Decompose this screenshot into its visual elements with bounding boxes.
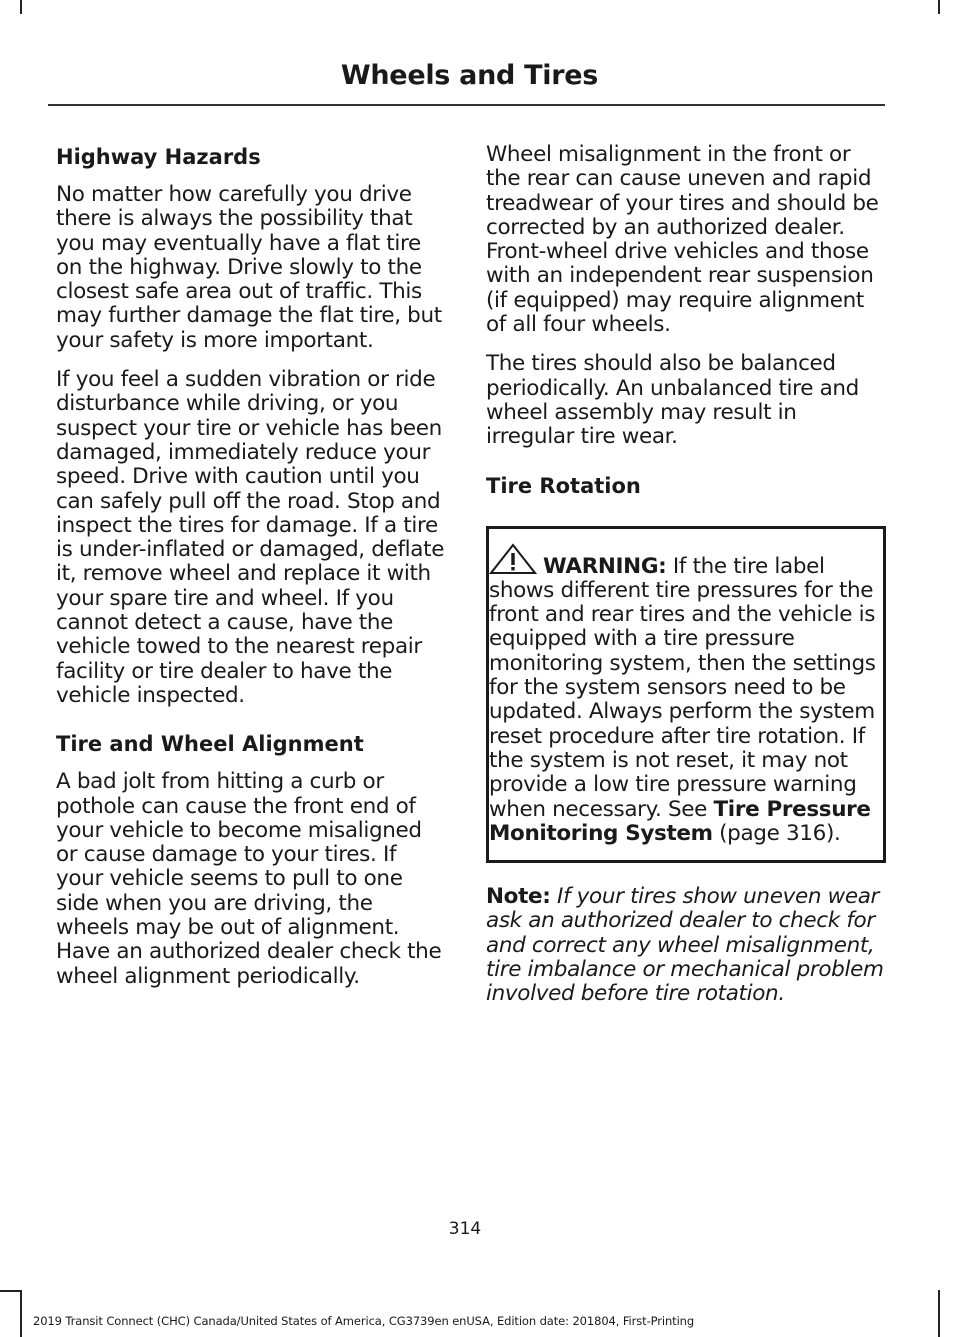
highway-hazards-paragraph-2: If you feel a sudden vibration or ride disturbance while driving, or you suspect your tire or vehicle has been damaged, immediately reduce your speed. Drive with caution until you can safely pull off the road. Stop and inspect the tires for damage. If a tire is under-inflated or damaged, deflate it, remove wheel and replace it with your spare tire and wheel. If you cannot detect a cause, have the vehicle towed to the nearest repair facility or tire dealer to have the vehicle inspected. (56, 367, 445, 708)
crop-mark-bottom-right (938, 1290, 940, 1337)
crop-mark-bottom-left-h (0, 1290, 20, 1292)
crop-mark-bottom-left (20, 1290, 22, 1337)
alignment-paragraph: A bad jolt from hitting a curb or pothole can cause the front end of your vehicle to become misaligned or cause damage to your tires. If your vehicle seems to pull to one side when you are driving, the wheels may be out of alignment. Have an authorized dealer check the wheel alignment periodically. (56, 769, 442, 989)
crop-mark-top-right (938, 0, 940, 14)
misalignment-paragraph: Wheel misalignment in the front or the rear can cause uneven and rapid treadwear of your tires and should be corrected by an authorized dealer. Front-wheel drive vehicles and those with an independent rear suspension (if equipped) may require alignment of all four wheels. (486, 142, 879, 338)
highway-hazards-heading: Highway Hazards (56, 145, 261, 169)
footer-edition-info: 2019 Transit Connect (CHC) Canada/United States of America, CG3739en enUSA, Edition date: 201804, First-Printing (33, 1314, 695, 1328)
warning-triangle-icon (489, 543, 537, 575)
right-column (486, 143, 886, 1028)
note-label: Note: (486, 884, 551, 910)
note-text: If your tires show uneven wear ask an authorized dealer to check for and correct any wheel misalignment, tire imbalance or mechanical problem involved before tire rotation. (486, 884, 884, 1007)
crop-mark-top-left (20, 0, 22, 14)
warning-text: If the tire label shows different tire pressures for the front and rear tires and the vehicle is equipped with a tire pressure monitoring system, then the settings for the system sensors need to be updated. Always perform the system reset procedure after tire rotation. If the system is not reset, it may not provide a low tire pressure warning when necessary. See (489, 553, 876, 822)
tire-rotation-heading: Tire Rotation (486, 473, 641, 498)
alignment-heading: Tire and Wheel Alignment (56, 732, 364, 757)
warning-label: WARNING: (543, 553, 667, 579)
warning-box (486, 526, 886, 864)
highway-hazards-paragraph-1: No matter how carefully you drive there is always the possibility that you may eventually have a flat tire on the highway. Drive slowly to the closest safe area out of traffic. This may further damage the flat tire, but your safety is more important. (56, 182, 442, 353)
page-number: 314 (448, 1219, 482, 1239)
balance-paragraph: The tires should also be balanced periodically. An unbalanced tire and wheel assembly may result in irregular tire wear. (486, 351, 859, 450)
note-paragraph (486, 885, 886, 1006)
page-header-title: Wheels and Tires (340, 60, 598, 91)
tpms-cross-reference-link[interactable]: Tire Pressure Monitoring System (489, 796, 871, 846)
warning-page-reference: (page 316). (712, 820, 841, 846)
left-column (56, 143, 448, 1004)
header-divider (48, 104, 885, 106)
